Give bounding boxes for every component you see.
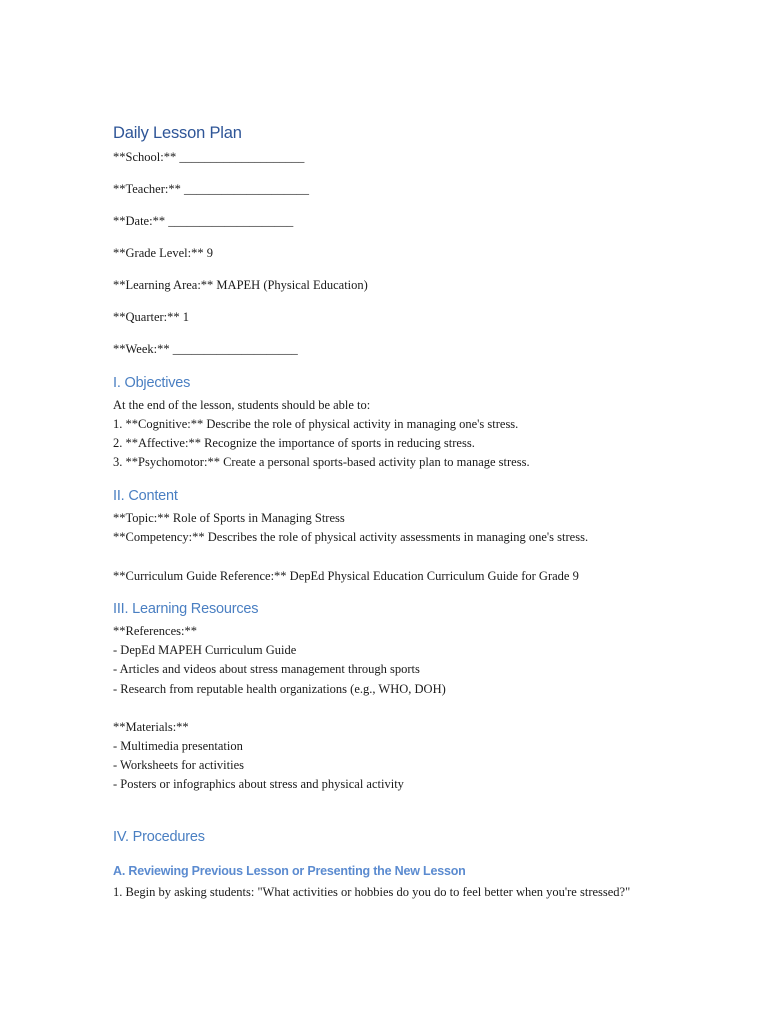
week-field: **Week:** ____________________ xyxy=(113,342,298,356)
learning-area-field: **Learning Area:** MAPEH (Physical Education) xyxy=(113,278,368,292)
objective-item: 3. **Psychomotor:** Create a personal sports-based activity plan to manage stress. xyxy=(113,455,530,469)
procedures-heading: IV. Procedures xyxy=(113,829,205,845)
objective-item: 1. **Cognitive:** Describe the role of physical activity in managing one's stress. xyxy=(113,417,519,431)
school-field: **School:** ____________________ xyxy=(113,150,305,164)
content-topic: **Topic:** Role of Sports in Managing Stress xyxy=(113,511,345,525)
teacher-field: **Teacher:** ____________________ xyxy=(113,182,309,196)
reference-item: - Research from reputable health organizations (e.g., WHO, DOH) xyxy=(113,682,446,696)
quarter-field: **Quarter:** 1 xyxy=(113,310,190,324)
resources-heading: III. Learning Resources xyxy=(113,601,259,617)
document-page xyxy=(113,0,673,1024)
material-item: - Posters or infographics about stress and physical activity xyxy=(113,777,404,791)
references-label: **References:** xyxy=(113,624,197,638)
content-competency: **Competency:** Describes the role of physical activity assessments in managing one's stress. xyxy=(113,530,589,544)
material-item: - Multimedia presentation xyxy=(113,739,243,753)
materials-label: **Materials:** xyxy=(113,720,189,734)
reference-item: - Articles and videos about stress management through sports xyxy=(113,662,420,676)
content-heading: II. Content xyxy=(113,488,178,504)
objectives-heading: I. Objectives xyxy=(113,375,191,391)
objective-item: 2. **Affective:** Recognize the importance of sports in reducing stress. xyxy=(113,436,475,450)
content-curriculum-reference: **Curriculum Guide Reference:** DepEd Physical Education Curriculum Guide for Grade 9 xyxy=(113,569,579,583)
grade-level-field: **Grade Level:** 9 xyxy=(113,246,213,260)
reference-item: - DepEd MAPEH Curriculum Guide xyxy=(113,643,297,657)
objectives-intro: At the end of the lesson, students should be able to: xyxy=(113,398,371,412)
material-item: - Worksheets for activities xyxy=(113,758,245,772)
page-title: Daily Lesson Plan xyxy=(113,124,242,142)
procedures-subheading: A. Reviewing Previous Lesson or Presenting the New Lesson xyxy=(113,864,466,878)
procedure-step: 1. Begin by asking students: "What activities or hobbies do you do to feel better when you're stressed?" xyxy=(113,885,631,899)
date-field: **Date:** ____________________ xyxy=(113,214,294,228)
